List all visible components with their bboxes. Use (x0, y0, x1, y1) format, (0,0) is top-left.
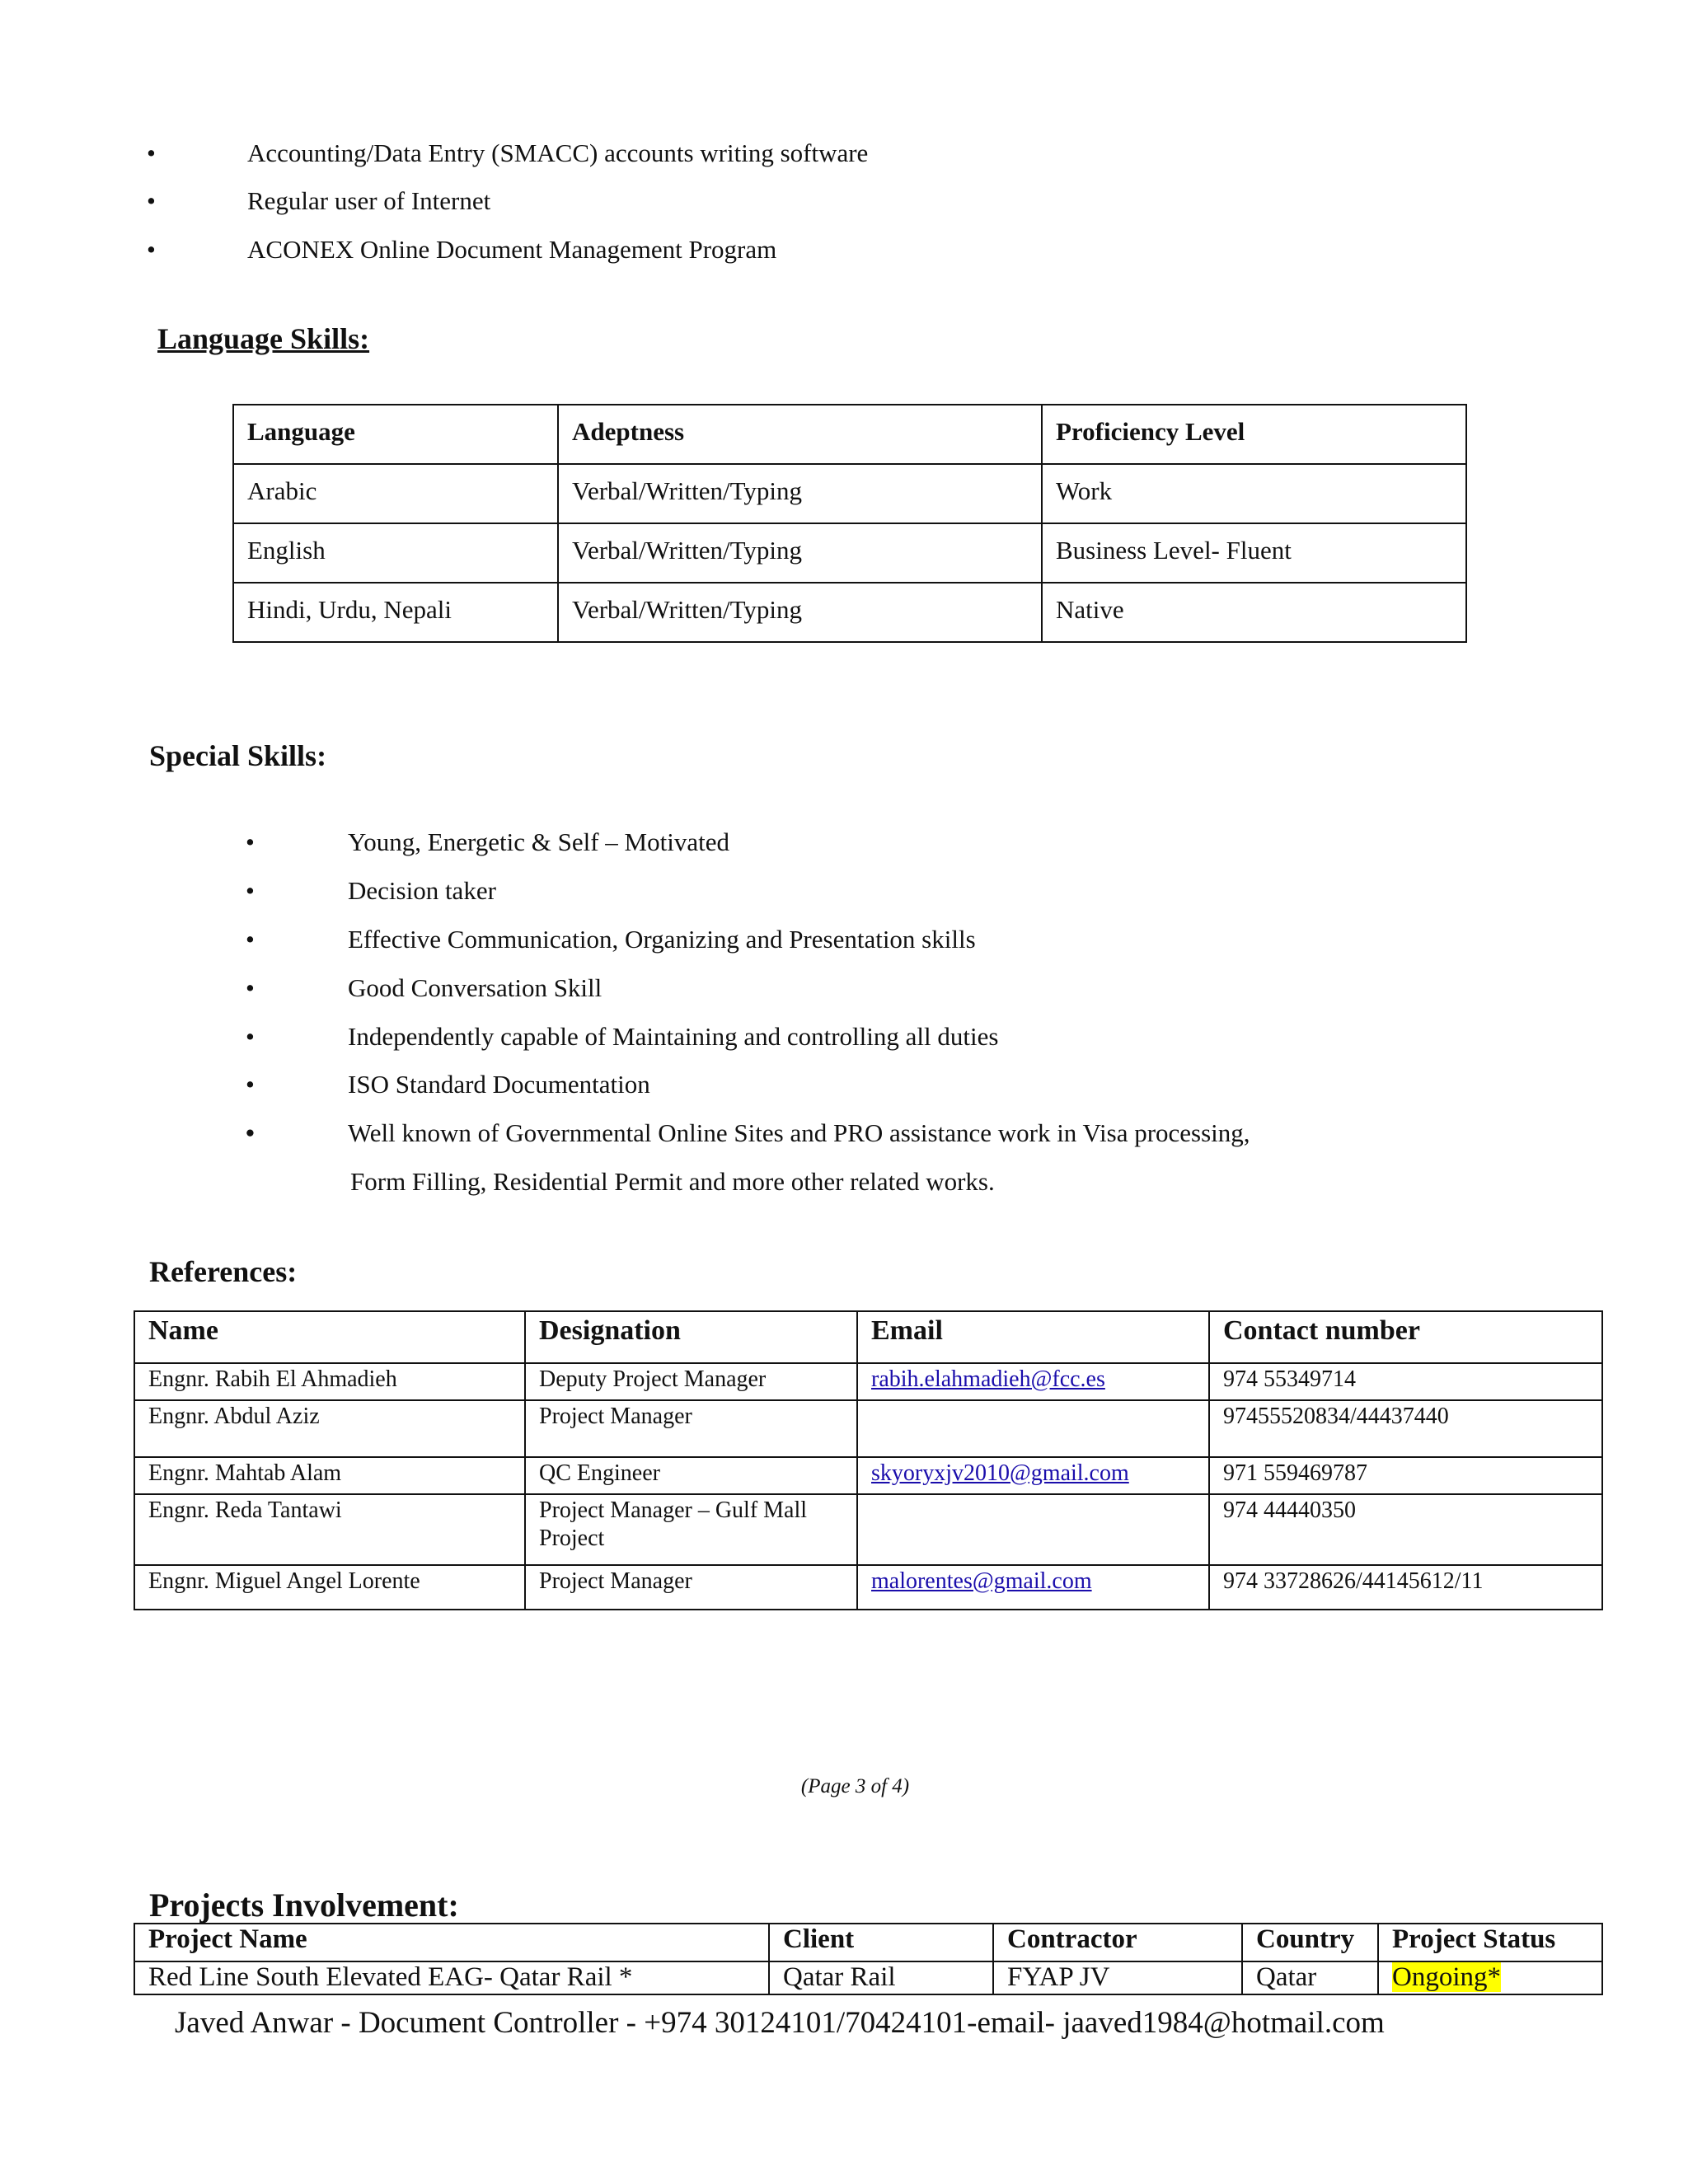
header-project-status: Project Status (1378, 1924, 1602, 1961)
cell-designation: QC Engineer (525, 1457, 857, 1494)
bullet-icon: • (147, 235, 156, 264)
email-link[interactable]: malorentes@gmail.com (871, 1568, 1092, 1594)
bullet-icon: • (246, 876, 255, 905)
table-row (233, 464, 1466, 523)
language-skills-table (232, 404, 1467, 643)
cell-email (857, 1565, 1209, 1610)
bullet-text: Decision taker (348, 876, 496, 905)
software-bullet-1 (147, 137, 971, 170)
cell-adeptness: Verbal/Written/Typing (558, 464, 1042, 523)
page-number: (Page 3 of 4) (800, 1775, 910, 1797)
cell-contact: 974 44440350 (1209, 1494, 1602, 1565)
projects-heading: Projects Involvement: (149, 1886, 459, 1924)
bullet-icon: • (147, 186, 156, 215)
email-link[interactable]: rabih.elahmadieh@fcc.es (871, 1366, 1105, 1392)
table-header-row (134, 1924, 1602, 1961)
special-skill-item (246, 1068, 1400, 1101)
references-table (134, 1310, 1603, 1610)
cell-contact: 97455520834/44437440 (1209, 1400, 1602, 1457)
table-row (134, 1457, 1602, 1494)
bullet-icon: • (246, 925, 255, 954)
bullet-text: Accounting/Data Entry (SMACC) accounts writing software (247, 138, 869, 167)
cell-contact: 974 55349714 (1209, 1363, 1602, 1400)
table-row (134, 1400, 1602, 1457)
cell-client: Qatar Rail (769, 1961, 993, 1994)
references-heading: References: (149, 1255, 298, 1288)
cell-designation: Deputy Project Manager (525, 1363, 857, 1400)
cell-country: Qatar (1242, 1961, 1378, 1994)
cell-proficiency: Business Level- Fluent (1042, 523, 1466, 583)
table-row (134, 1565, 1602, 1610)
special-skill-item (246, 826, 1400, 859)
cell-name: Engnr. Reda Tantawi (134, 1494, 525, 1565)
cell-contact: 974 33728626/44145612/11 (1209, 1565, 1602, 1610)
cell-proficiency: Native (1042, 583, 1466, 642)
bullet-icon: • (246, 827, 255, 856)
special-skill-continuation (350, 1165, 1504, 1198)
header-contact: Contact number (1209, 1311, 1602, 1363)
cell-language: English (233, 523, 558, 583)
special-skill-item (246, 1117, 1482, 1150)
cell-name: Engnr. Abdul Aziz (134, 1400, 525, 1457)
bullet-icon: • (246, 1022, 255, 1051)
cell-name: Engnr. Mahtab Alam (134, 1457, 525, 1494)
bullet-text: Independently capable of Maintaining and controlling all duties (348, 1022, 999, 1051)
software-bullet-3 (147, 233, 971, 266)
bullet-icon: • (246, 1070, 255, 1099)
cell-designation: Project Manager (525, 1400, 857, 1457)
header-project-name: Project Name (134, 1924, 769, 1961)
software-bullet-2 (147, 185, 971, 218)
bullet-text: Good Conversation Skill (348, 973, 603, 1002)
cell-language: Hindi, Urdu, Nepali (233, 583, 558, 642)
bullet-text: Well known of Governmental Online Sites and PRO assistance work in Visa processing, (348, 1118, 1250, 1147)
cell-email (857, 1494, 1209, 1565)
cell-email (857, 1400, 1209, 1457)
status-badge: Ongoing* (1392, 1962, 1501, 1992)
header-email: Email (857, 1311, 1209, 1363)
bullet-icon: • (246, 1118, 255, 1147)
cell-adeptness: Verbal/Written/Typing (558, 523, 1042, 583)
table-header-row (134, 1311, 1602, 1363)
cell-email (857, 1457, 1209, 1494)
cell-designation: Project Manager (525, 1565, 857, 1610)
header-designation: Designation (525, 1311, 857, 1363)
bullet-text: ACONEX Online Document Management Program (247, 235, 777, 264)
cell-project-status (1378, 1961, 1602, 1994)
cell-adeptness: Verbal/Written/Typing (558, 583, 1042, 642)
cell-designation: Project Manager – Gulf Mall Project (525, 1494, 857, 1565)
cell-contact: 971 559469787 (1209, 1457, 1602, 1494)
bullet-text: Young, Energetic & Self – Motivated (348, 827, 729, 856)
table-row (134, 1961, 1602, 1994)
table-row (233, 523, 1466, 583)
cell-name: Engnr. Rabih El Ahmadieh (134, 1363, 525, 1400)
special-skill-item (246, 923, 1400, 956)
table-row (233, 583, 1466, 642)
bullet-text: Regular user of Internet (247, 186, 491, 215)
header-name: Name (134, 1311, 525, 1363)
special-skill-item (246, 874, 1400, 907)
special-skill-item (246, 1020, 1400, 1053)
header-language: Language (233, 405, 558, 464)
bullet-icon: • (246, 973, 255, 1002)
bullet-text: ISO Standard Documentation (348, 1070, 650, 1099)
bullet-icon: • (147, 138, 156, 167)
cell-email (857, 1363, 1209, 1400)
header-client: Client (769, 1924, 993, 1961)
header-country: Country (1242, 1924, 1378, 1961)
header-proficiency: Proficiency Level (1042, 405, 1466, 464)
footer-contact: Javed Anwar - Document Controller - +974 30124101/70424101-email- jaaved1984@hotmail.com (175, 2006, 1385, 2040)
cell-proficiency: Work (1042, 464, 1466, 523)
cell-language: Arabic (233, 464, 558, 523)
bullet-text: Form Filling, Residential Permit and more other related works. (350, 1167, 995, 1196)
table-header-row (233, 405, 1466, 464)
cell-name: Engnr. Miguel Angel Lorente (134, 1565, 525, 1610)
cell-contractor: FYAP JV (993, 1961, 1242, 1994)
bullet-text: Effective Communication, Organizing and Presentation skills (348, 925, 976, 954)
table-row (134, 1363, 1602, 1400)
projects-table (134, 1923, 1603, 1995)
table-row (134, 1494, 1602, 1565)
email-link[interactable]: skyoryxjv2010@gmail.com (871, 1460, 1129, 1486)
cell-project-name: Red Line South Elevated EAG- Qatar Rail * (134, 1961, 769, 1994)
language-skills-heading: Language Skills: (157, 322, 370, 355)
header-contractor: Contractor (993, 1924, 1242, 1961)
header-adeptness: Adeptness (558, 405, 1042, 464)
special-skill-item (246, 972, 1400, 1005)
special-skills-heading: Special Skills: (149, 739, 327, 772)
